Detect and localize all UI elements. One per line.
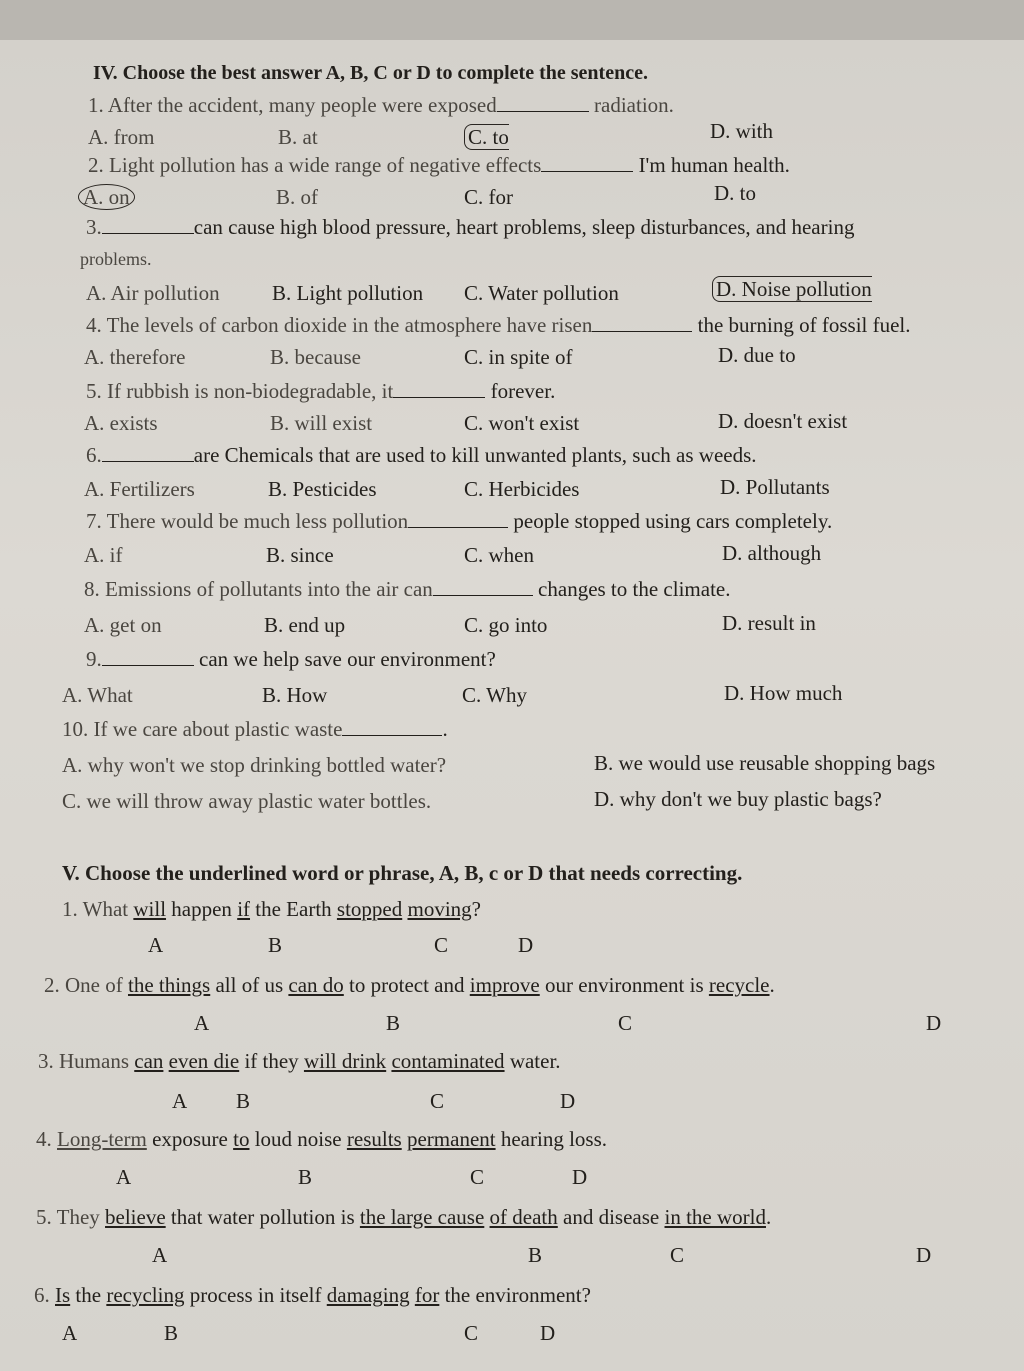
q1-label-a: A: [148, 933, 164, 957]
q7-option-a: A. if: [84, 543, 123, 567]
q7-option-d: D. although: [722, 541, 822, 565]
answer-blank: [408, 509, 508, 528]
q4-option-a: A. therefore: [84, 345, 186, 369]
question-1-stem: 1. After the accident, many people were exposed radiation.: [88, 93, 674, 117]
answer-blank: [342, 717, 442, 736]
q6-label-b: B: [164, 1321, 179, 1345]
section-v-heading: V. Choose the underlined word or phrase, A, B, c or D that needs correcting.: [62, 861, 743, 885]
answer-blank: [393, 379, 485, 398]
q8-option-a: A. get on: [84, 613, 162, 637]
q2-label-d: D: [926, 1011, 942, 1035]
q8-option-b: B. end up: [264, 613, 346, 637]
q1-option-d: D. with: [710, 119, 773, 143]
q5-option-d: D. doesn't exist: [718, 409, 848, 433]
q3-label-c: C: [430, 1089, 445, 1113]
q2-option-d: D. to: [714, 181, 756, 205]
q4-option-b: B. because: [270, 345, 361, 369]
q2-option-c: C. for: [464, 185, 513, 209]
q7-option-c: C. when: [464, 543, 534, 567]
question-6-stem: 6. are Chemicals that are used to kill unwanted plants, such as weeds.: [86, 443, 757, 467]
question-9-stem: 9. can we help save our environment?: [86, 647, 496, 671]
q4-label-b: B: [298, 1165, 313, 1189]
q4-option-c: C. in spite of: [464, 345, 573, 369]
q1-option-a: A. from: [88, 125, 155, 149]
q8-option-c: C. go into: [464, 613, 548, 637]
answer-blank: [102, 215, 194, 234]
question-8-stem: 8. Emissions of pollutants into the air can changes to the climate.: [84, 577, 731, 601]
q4-label-d: D: [572, 1165, 588, 1189]
answer-blank: [102, 443, 194, 462]
answer-blank: [541, 153, 633, 172]
question-3-stem: 3. can cause high blood pressure, heart problems, sleep disturbances, and hearing: [86, 215, 855, 239]
photo-top-edge: [0, 0, 1024, 40]
q5-option-b: B. will exist: [270, 411, 373, 435]
q6-option-d: D. Pollutants: [720, 475, 830, 499]
answer-blank: [433, 577, 533, 596]
q3-label-b: B: [236, 1089, 251, 1113]
q5-label-b: B: [528, 1243, 543, 1267]
q4-label-c: C: [470, 1165, 485, 1189]
q3-option-c: C. Water pollution: [464, 281, 619, 305]
q5-label-a: A: [152, 1243, 168, 1267]
error-question-1: 1. What will happen if the Earth stopped moving?: [62, 897, 481, 921]
q10-option-a: A. why won't we stop drinking bottled water?: [62, 753, 447, 777]
error-question-4: 4. Long-term exposure to loud noise results permanent hearing loss.: [36, 1127, 607, 1151]
error-question-3: 3. Humans can even die if they will drink contaminated water.: [38, 1049, 561, 1073]
q1-label-c: C: [434, 933, 449, 957]
question-4-stem: 4. The levels of carbon dioxide in the atmosphere have risen the burning of fossil fuel.: [86, 313, 911, 337]
q3-option-b: B. Light pollution: [272, 281, 424, 305]
q2-label-c: C: [618, 1011, 633, 1035]
q3-option-a: A. Air pollution: [86, 281, 220, 305]
question-3-stem-cont: problems.: [80, 249, 152, 269]
q7-option-b: B. since: [266, 543, 334, 567]
q6-option-b: B. Pesticides: [268, 477, 377, 501]
q5-label-d: D: [916, 1243, 932, 1267]
section-iv-heading: IV. Choose the best answer A, B, C or D to complete the sentence.: [93, 62, 648, 84]
answer-blank: [592, 313, 692, 332]
q6-label-c: C: [464, 1321, 479, 1345]
q2-option-a-circled: A. on: [78, 184, 135, 210]
question-7-stem: 7. There would be much less pollution people stopped using cars completely.: [86, 509, 833, 533]
q10-option-b: B. we would use reusable shopping bags: [594, 751, 936, 775]
q5-option-c: C. won't exist: [464, 411, 580, 435]
error-question-5: 5. They believe that water pollution is the large cause of death and disease in the world.: [36, 1205, 772, 1229]
q9-option-c: C. Why: [462, 683, 527, 707]
q2-option-b: B. of: [276, 185, 318, 209]
q6-label-d: D: [540, 1321, 556, 1345]
q3-option-d-marked: D. Noise pollution: [712, 276, 872, 302]
q5-option-a: A. exists: [84, 411, 158, 435]
q2-label-b: B: [386, 1011, 401, 1035]
q6-option-a: A. Fertilizers: [84, 477, 195, 501]
q8-option-d: D. result in: [722, 611, 816, 635]
q10-option-d: D. why don't we buy plastic bags?: [594, 787, 882, 811]
q3-label-d: D: [560, 1089, 576, 1113]
answer-blank: [102, 647, 194, 666]
q9-option-d: D. How much: [724, 681, 843, 705]
q6-option-c: C. Herbicides: [464, 477, 580, 501]
question-5-stem: 5. If rubbish is non-biodegradable, it forever.: [86, 379, 556, 403]
q3-label-a: A: [172, 1089, 188, 1113]
q5-label-c: C: [670, 1243, 685, 1267]
error-question-2: 2. One of the things all of us can do to protect and improve our environment is recycle.: [44, 973, 775, 997]
q4-label-a: A: [116, 1165, 132, 1189]
question-2-stem: 2. Light pollution has a wide range of negative effects I'm human health.: [88, 153, 790, 177]
q9-option-b: B. How: [262, 683, 328, 707]
q1-label-d: D: [518, 933, 534, 957]
error-question-6: 6. Is the recycling process in itself damaging for the environment?: [34, 1283, 591, 1307]
answer-blank: [497, 93, 589, 112]
q4-option-d: D. due to: [718, 343, 796, 367]
q2-label-a: A: [194, 1011, 210, 1035]
q1-option-b: B. at: [278, 125, 318, 149]
q1-option-c-marked: C. to: [464, 124, 509, 150]
q1-label-b: B: [268, 933, 283, 957]
q6-label-a: A: [62, 1321, 78, 1345]
q9-option-a: A. What: [62, 683, 133, 707]
q10-option-c: C. we will throw away plastic water bottles.: [62, 789, 432, 813]
question-10-stem: 10. If we care about plastic waste .: [62, 717, 448, 741]
